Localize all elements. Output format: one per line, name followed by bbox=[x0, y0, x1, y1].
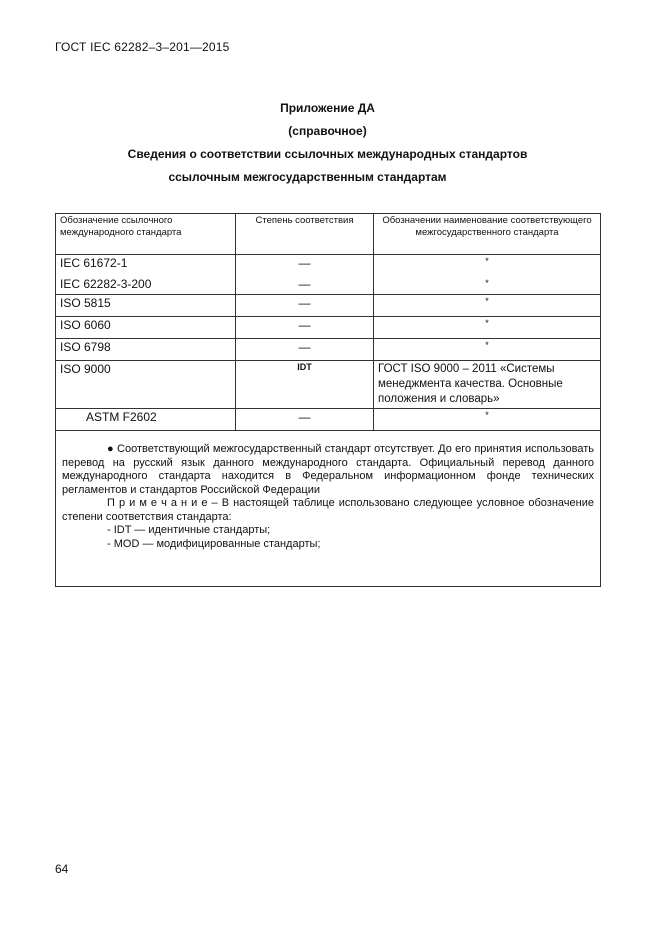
document-code-header: ГОСТ IEC 62282–3–201—2015 bbox=[55, 40, 230, 54]
interstate-standard-value: * bbox=[374, 295, 601, 317]
table-row bbox=[56, 409, 601, 431]
header-degree: Степень соответствия bbox=[236, 214, 374, 255]
standard-code: IEC 61672-1 bbox=[60, 256, 128, 270]
note-list-item: - IDT — идентичные стандарты; bbox=[107, 524, 271, 536]
interstate-standard-value: * bbox=[485, 256, 489, 266]
appendix-heading-line-1: Сведения о соответствии ссылочных международных стандартов bbox=[127, 147, 528, 161]
standard-code: IEC 62282-3-200 bbox=[60, 277, 152, 291]
note-list-item: - MOD — модифицированные стандарты; bbox=[107, 537, 321, 550]
header-international-standard: Обозначение ссылочного международного стандарта bbox=[56, 214, 236, 255]
interstate-standard-value: ГОСТ ISO 9000 – 2011 «Системы менеджмента качества. Основные положения и словарь» bbox=[374, 361, 601, 409]
degree-value: IDT bbox=[236, 361, 374, 409]
degree-value: — bbox=[298, 277, 311, 291]
note-label: П р и м е ч а н и е – bbox=[107, 497, 218, 509]
table-row bbox=[56, 361, 601, 409]
degree-cell bbox=[236, 255, 374, 295]
degree-value: — bbox=[236, 317, 374, 339]
notes-cell bbox=[56, 431, 601, 587]
standard-code: ASTM F2602 bbox=[56, 409, 236, 431]
standard-code-cell bbox=[56, 255, 236, 295]
table-row bbox=[56, 317, 601, 339]
interstate-standard-value: * bbox=[374, 409, 601, 431]
standard-code: ISO 6798 bbox=[56, 339, 236, 361]
table-row bbox=[56, 339, 601, 361]
appendix-title-block bbox=[55, 100, 600, 192]
appendix-heading-line-2: ссылочным межгосударственным стандартам bbox=[168, 170, 447, 184]
footnote-text: ● Соответствующий межгосударственный стандарт отсутствует. До его принятия использовать перевод на русский язык данного международного стандарта. Официальный перевод данного международного стандарта находится в Федеральном информационном фонде технических регламентов и стандартов Российской Федерации bbox=[62, 443, 594, 496]
degree-value: — bbox=[236, 339, 374, 361]
header-interstate-standard: Обозначении наименование соответствующего межгосударственного стандарта bbox=[374, 214, 601, 255]
interstate-standard-value: * bbox=[374, 339, 601, 361]
standard-code: ISO 9000 bbox=[56, 361, 236, 409]
standard-code: ISO 6060 bbox=[56, 317, 236, 339]
degree-value: — bbox=[236, 409, 374, 431]
appendix-kind: (справочное) bbox=[288, 124, 367, 138]
table-header-row bbox=[56, 214, 601, 255]
standards-table bbox=[55, 213, 600, 587]
note-text: В настоящей таблице использовано следующее условное обозначение степени соответствия стандарта: bbox=[62, 497, 594, 523]
table-row bbox=[56, 255, 601, 295]
note-paragraph bbox=[62, 497, 594, 524]
degree-value: — bbox=[236, 295, 374, 317]
interstate-standard-value: * bbox=[374, 317, 601, 339]
appendix-title: Приложение ДА bbox=[280, 101, 375, 115]
standard-code: ISO 5815 bbox=[56, 295, 236, 317]
table-row bbox=[56, 295, 601, 317]
table-notes-row bbox=[56, 431, 601, 587]
page-number: 64 bbox=[55, 862, 69, 876]
degree-value: — bbox=[298, 256, 311, 270]
interstate-standard-value: * bbox=[485, 278, 489, 288]
interstate-standard-cell bbox=[374, 255, 601, 295]
